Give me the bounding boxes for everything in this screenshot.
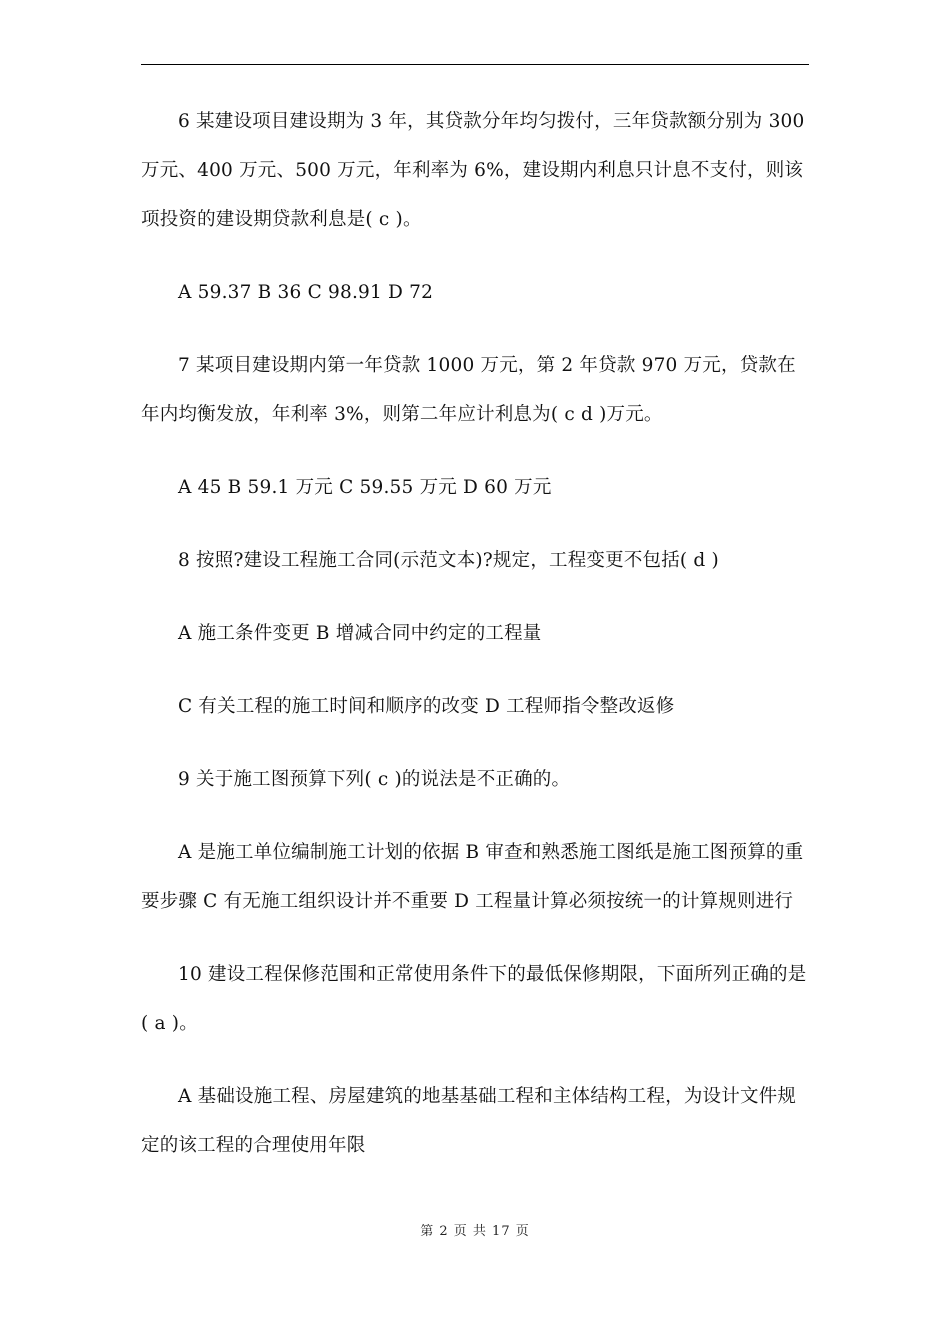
question-7: 7 某项目建设期内第一年贷款 1000 万元，第 2 年贷款 970 万元，贷款在年内均衡发放，年利率 3%，则第二年应计利息为( c d )万元。 — [141, 355, 796, 425]
question-10-option-a: A 基础设施工程、房屋建筑的地基基础工程和主体结构工程，为设计文件规定的该工程的合理使用年限 — [141, 1086, 797, 1156]
document-body — [141, 97, 811, 1194]
question-7-options: A 45 B 59.1 万元 C 59.55 万元 D 60 万元 — [178, 477, 552, 498]
page-footer: 第 2 页 共 17 页 — [420, 1224, 530, 1239]
question-9: 9 关于施工图预算下列( c )的说法是不正确的。 — [178, 769, 571, 790]
question-9-options: A 是施工单位编制施工计划的依据 B 审查和熟悉施工图纸是施工图预算的重要步骤 C 有无施工组织设计并不重要 D 工程量计算必须按统一的计算规则进行 — [141, 842, 804, 912]
question-8-options-ab: A 施工条件变更 B 增减合同中约定的工程量 — [178, 623, 542, 644]
question-6: 6 某建设项目建设期为 3 年，其贷款分年均匀拨付，三年贷款额分别为 300 万元、400 万元、500 万元，年利率为 6%，建设期内利息只计息不支付，则该项投资的建设期贷款利息是( c )。 — [141, 111, 805, 230]
question-6-options: A 59.37 B 36 C 98.91 D 72 — [178, 282, 434, 303]
header-rule — [141, 64, 809, 65]
question-10: 10 建设工程保修范围和正常使用条件下的最低保修期限，下面所列正确的是( a )。 — [141, 964, 807, 1034]
question-8: 8 按照?建设工程施工合同(示范文本)?规定，工程变更不包括( d ) — [178, 550, 719, 571]
question-8-options-cd: C 有关工程的施工时间和顺序的改变 D 工程师指令整改返修 — [178, 696, 675, 717]
